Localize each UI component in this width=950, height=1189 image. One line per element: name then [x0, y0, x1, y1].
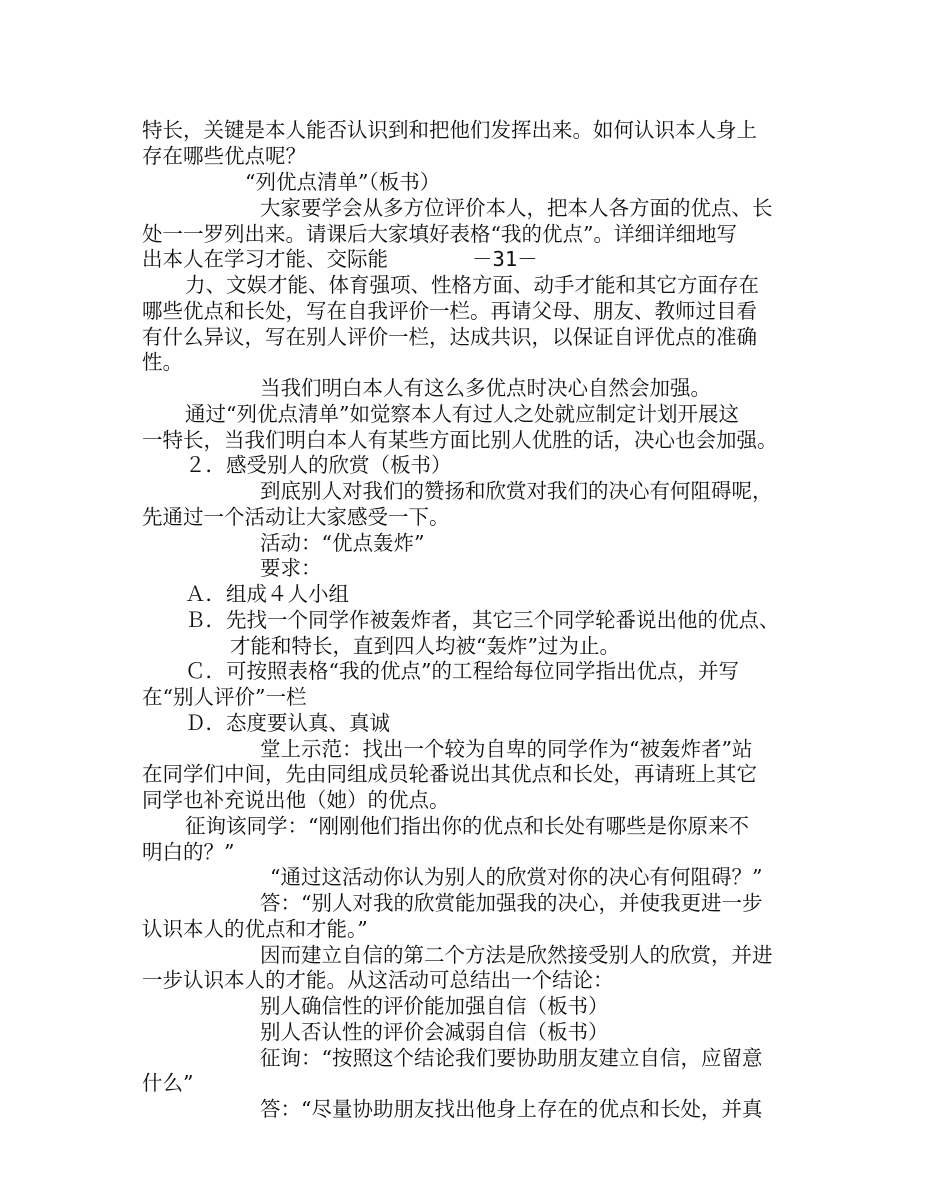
text-line: 当我们明白本人有这么多优点时决心自然会加强。 [260, 376, 711, 400]
text-line: 征询：“按照这个结论我们要协助朋友建立自信，应留意 [260, 1046, 763, 1070]
list-item-continuation: 才能和特长，直到四人均被“轰炸”过为止。 [230, 634, 620, 658]
list-item-continuation: 在“别人评价”一栏 [142, 685, 307, 709]
text-line: 要求： [260, 556, 322, 580]
text-line: “通过这活动你认为别人的欣赏对你的决心有何阻碍？” [270, 865, 763, 889]
text-line: 答：“别人对我的欣赏能加强我的决心，并使我更进一步 [260, 891, 763, 915]
text-line: 征询该同学：“刚刚他们指出你的优点和长处有哪些是你原来不 [185, 814, 749, 838]
text-line: 处一一罗列出来。请课后大家填好表格“我的优点”。详细详细地写 [142, 222, 737, 246]
list-item: Ａ．组成４人小组 [185, 582, 349, 606]
text-line: 有什么异议，写在别人评价一栏，达成共识，以保证自评优点的准确 [142, 325, 757, 349]
list-item: Ｂ．先找一个同学作被轰炸者，其它三个同学轮番说出他的优点、 [185, 608, 780, 632]
text-line: 别人否认性的评价会减弱自信（板书） [260, 1020, 609, 1044]
text-line: 到底别人对我们的赞扬和欣赏对我们的决心有何阻碍呢， [260, 479, 773, 503]
text-line: 特长，关键是本人能否认识到和把他们发挥出来。如何认识本人身上 [142, 118, 757, 142]
text-line: 堂上示范：找出一个较为自卑的同学作为“被轰炸者”站 [260, 737, 753, 761]
text-line: 性。 [142, 350, 183, 374]
text-line: 认识本人的优点和才能。” [142, 917, 368, 941]
text-line: 答：“尽量协助朋友找出他身上存在的优点和长处，并真 [260, 1097, 763, 1121]
text-line: 哪些优点和长处，写在自我评价一栏。再请父母、朋友、教师过目看 [142, 299, 757, 323]
text-line: 在同学们中间，先由同组成员轮番说出其优点和长处，再请班上其它 [142, 762, 757, 786]
text-line: 别人确信性的评价能加强自信（板书） [260, 994, 609, 1018]
text-line: 活动：“优点轰炸” [260, 531, 425, 555]
section-heading: ２．感受别人的欣赏（板书） [185, 453, 452, 477]
text-line: 出本人在学习才能、交际能 [142, 247, 388, 271]
list-item: Ｄ．态度要认真、真诚 [185, 711, 390, 735]
text-line: 先通过一个活动让大家感受一下。 [142, 505, 450, 529]
page-number: －31－ [472, 247, 538, 271]
text-line: 因而建立自信的第二个方法是欣然接受别人的欣赏，并进 [260, 943, 773, 967]
text-line: 存在哪些优点呢？ [142, 144, 306, 168]
text-line: 明白的？” [142, 840, 235, 864]
text-line: 什么” [142, 1071, 194, 1095]
section-heading: “列优点清单”（板书） [245, 170, 441, 194]
text-line: 大家要学会从多方位评价本人，把本人各方面的优点、长 [260, 196, 773, 220]
text-line: 同学也补充说出他（她）的优点。 [142, 788, 450, 812]
text-line: 力、文娱才能、体育强项、性格方面、动手才能和其它方面存在 [185, 273, 759, 297]
text-line: 通过“列优点清单”如觉察本人有过人之处就应制定计划开展这 [185, 402, 739, 426]
text-line: 一步认识本人的才能。从这活动可总结出一个结论： [142, 968, 614, 992]
text-line: 一特长，当我们明白本人有某些方面比别人优胜的话，决心也会加强。 [142, 428, 778, 452]
list-item: Ｃ．可按照表格“我的优点”的工程给每位同学指出优点，并写 [185, 659, 739, 683]
